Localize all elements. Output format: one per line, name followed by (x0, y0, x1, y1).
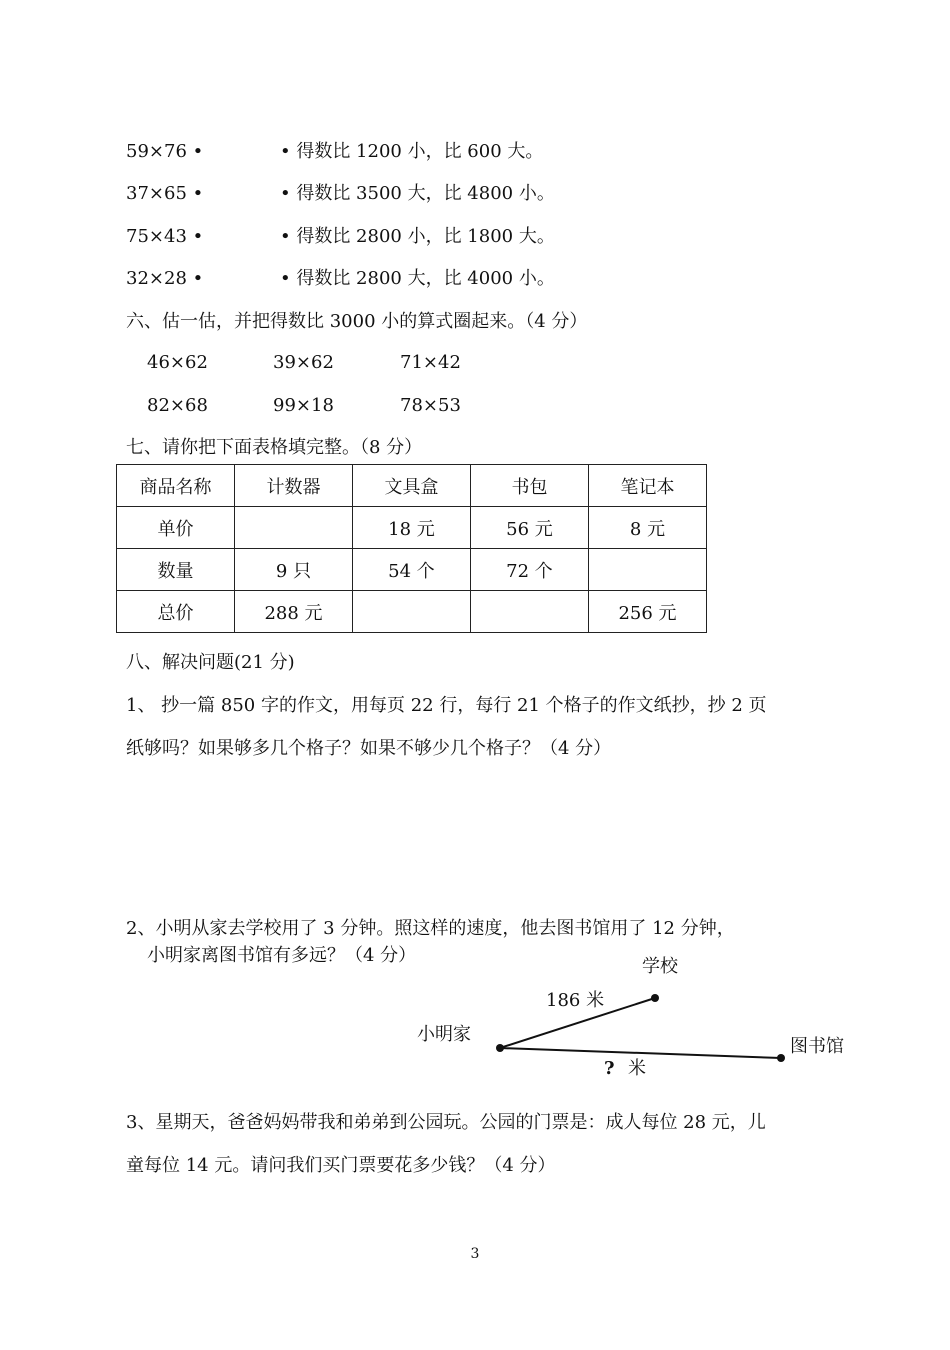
table-header-cell: 文具盒 (353, 465, 471, 507)
school-label: 学校 (642, 956, 678, 977)
table-cell: 56 元 (471, 507, 589, 549)
matching-expr: 75×43 • (126, 226, 204, 247)
matching-result: • 得数比 3500 大，比 4800 小。 (280, 183, 555, 204)
table-cell: 单价 (117, 507, 235, 549)
question-1-line-2: 纸够吗？如果够多几个格子？如果不够少几个格子？（4 分） (126, 738, 612, 759)
estimate-expr[interactable]: 71×42 (400, 352, 461, 373)
question-3-line-1: 3、星期天，爸爸妈妈带我和弟弟到公园玩。公园的门票是：成人每位 28 元，儿 (126, 1112, 766, 1133)
section8-title: 八、解决问题(21 分) (126, 652, 295, 673)
home-point (496, 1044, 504, 1052)
question-3-line-2: 童每位 14 元。请问我们买门票要花多少钱？（4 分） (126, 1155, 556, 1176)
estimate-expr[interactable]: 82×68 (147, 395, 208, 416)
table-header-cell: 商品名称 (117, 465, 235, 507)
library-label: 图书馆 (790, 1036, 844, 1057)
table-cell: 54 个 (353, 549, 471, 591)
table-header-cell: 笔记本 (589, 465, 707, 507)
matching-expr: 32×28 • (126, 268, 204, 289)
unknown-distance-mark: ? (604, 1058, 615, 1079)
question-2-line-2: 小明家离图书馆有多远？（4 分） (147, 945, 417, 966)
matching-result: • 得数比 2800 大，比 4000 小。 (280, 268, 555, 289)
unknown-distance-unit: 米 (628, 1058, 646, 1079)
page-number: 3 (470, 1246, 480, 1262)
table-cell: 256 元 (589, 591, 707, 633)
matching-expr: 59×76 • (126, 141, 204, 162)
estimate-expr[interactable]: 39×62 (273, 352, 334, 373)
table-cell: 9 只 (235, 549, 353, 591)
table-cell: 288 元 (235, 591, 353, 633)
estimate-expr[interactable]: 46×62 (147, 352, 208, 373)
home-label: 小明家 (417, 1024, 471, 1045)
estimate-expr[interactable]: 78×53 (400, 395, 461, 416)
matching-result: • 得数比 1200 小，比 600 大。 (280, 141, 544, 162)
section7-title: 七、请你把下面表格填完整。（8 分） (126, 437, 423, 458)
table-header-cell: 书包 (471, 465, 589, 507)
estimate-expr[interactable]: 99×18 (273, 395, 334, 416)
table-cell: 18 元 (353, 507, 471, 549)
table-header-cell: 计数器 (235, 465, 353, 507)
table-cell: 8 元 (589, 507, 707, 549)
table-cell: 总价 (117, 591, 235, 633)
question-2-line-1: 2、小明从家去学校用了 3 分钟。照这样的速度，他去图书馆用了 12 分钟， (126, 918, 735, 939)
school-point (651, 994, 659, 1002)
section6-title: 六、估一估，并把得数比 3000 小的算式圈起来。（4 分） (126, 311, 588, 332)
matching-result: • 得数比 2800 小，比 1800 大。 (280, 226, 555, 247)
question-1-line-1: 1、 抄一篇 850 字的作文，用每页 22 行，每行 21 个格子的作文纸抄，抄 2 页 (126, 695, 767, 716)
matching-expr: 37×65 • (126, 183, 204, 204)
library-point (777, 1054, 785, 1062)
home-library-line (500, 1048, 781, 1058)
table-cell: 72 个 (471, 549, 589, 591)
table-cell: 数量 (117, 549, 235, 591)
distance-known-label: 186 米 (546, 990, 605, 1011)
